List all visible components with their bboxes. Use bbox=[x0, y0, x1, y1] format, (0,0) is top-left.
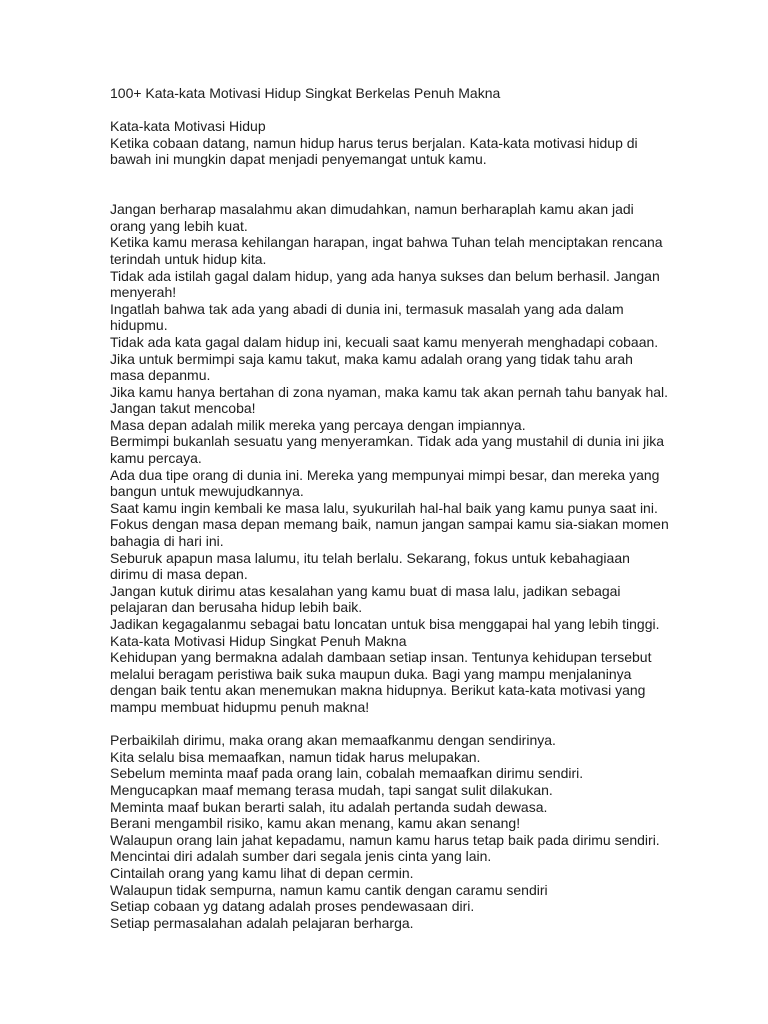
quote-item bbox=[110, 301, 730, 334]
quote-line: pelajaran dan berusaha hidup lebih baik. bbox=[110, 599, 363, 616]
document-title: 100+ Kata-kata Motivasi Hidup Singkat Berkelas Penuh Makna bbox=[110, 85, 501, 101]
quote-line: Setiap permasalahan adalah pelajaran berharga. bbox=[110, 914, 414, 931]
quote-line: Bermimpi bukanlah sesuatu yang menyeramkan. Tidak ada yang mustahil di dunia ini jika bbox=[110, 433, 665, 450]
quote-item bbox=[110, 832, 730, 849]
quote-item bbox=[110, 268, 730, 301]
quote-line: Tidak ada istilah gagal dalam hidup, yang ada hanya sukses dan belum berhasil. Jangan bbox=[110, 267, 660, 284]
quote-line: Berani mengambil risiko, kamu akan menang, kamu akan senang! bbox=[110, 815, 521, 832]
quote-item bbox=[110, 351, 730, 384]
quote-item bbox=[110, 500, 730, 517]
quote-line: Walaupun orang lain jahat kepadamu, namun kamu harus tetap baik pada dirimu sendiri. bbox=[110, 831, 660, 848]
quote-line: Walaupun tidak sempurna, namun kamu cantik dengan caramu sendiri bbox=[110, 881, 548, 898]
quote-item bbox=[110, 815, 730, 832]
intro-line: bawah ini mungkin dapat menjadi penyemangat untuk kamu. bbox=[110, 151, 487, 168]
document-page bbox=[110, 85, 730, 931]
quote-line: Jangan berharap masalahmu akan dimudahkan, namun berharaplah kamu akan jadi bbox=[110, 201, 634, 218]
quote-item bbox=[110, 765, 730, 782]
quote-line: Mengucapkan maaf memang terasa mudah, tapi sangat sulit dilakukan. bbox=[110, 781, 553, 798]
quote-line: Masa depan adalah milik mereka yang percaya dengan impiannya. bbox=[110, 416, 526, 433]
quote-line: Ingatlah bahwa tak ada yang abadi di dunia ini, termasuk masalah yang ada dalam bbox=[110, 300, 624, 317]
section-intro bbox=[110, 135, 730, 168]
quote-line: Fokus dengan masa depan memang baik, namun jangan sampai kamu sia-siakan momen bbox=[110, 516, 669, 533]
quote-item bbox=[110, 865, 730, 882]
quote-line: Ada dua tipe orang di dunia ini. Mereka yang mempunyai mimpi besar, dan mereka yang bbox=[110, 466, 660, 483]
quote-line: Jangan takut mencoba! bbox=[110, 400, 256, 417]
intro-line: dengan baik tentu akan menemukan makna hidupnya. Berikut kata-kata motivasi yang bbox=[110, 682, 646, 699]
quote-list bbox=[110, 201, 730, 632]
quote-item bbox=[110, 749, 730, 766]
section-heading: Kata-kata Motivasi Hidup Singkat Penuh Makna bbox=[110, 632, 407, 649]
quote-line: Sebelum meminta maaf pada orang lain, cobalah memaafkan dirimu sendiri. bbox=[110, 765, 584, 782]
quote-line: terindah untuk hidup kita. bbox=[110, 250, 267, 267]
quote-item bbox=[110, 799, 730, 816]
quote-line: Setiap cobaan yg datang adalah proses pendewasaan diri. bbox=[110, 898, 475, 915]
quote-item bbox=[110, 384, 730, 417]
quote-line: Cintailah orang yang kamu lihat di depan cermin. bbox=[110, 864, 414, 881]
quote-line: dirimu di masa depan. bbox=[110, 566, 248, 583]
quote-line: menyerah! bbox=[110, 284, 177, 301]
quote-line: kamu percaya. bbox=[110, 450, 202, 467]
quote-line: Jadikan kegagalanmu sebagai batu loncatan untuk bisa menggapai hal yang lebih tinggi. bbox=[110, 616, 660, 632]
quote-line: Perbaikilah dirimu, maka orang akan memaafkanmu dengan sendirinya. bbox=[110, 732, 556, 749]
intro-line: Ketika cobaan datang, namun hidup harus terus berjalan. Kata-kata motivasi hidup di bbox=[110, 134, 638, 151]
intro-line: mampu membuat hidupmu penuh makna! bbox=[110, 698, 370, 715]
section-heading: Kata-kata Motivasi Hidup bbox=[110, 118, 266, 135]
intro-line: melalui beragam peristiwa baik suka maupun duka. Bagi yang mampu menjalaninya bbox=[110, 665, 632, 682]
quote-line: Ketika kamu merasa kehilangan harapan, ingat bahwa Tuhan telah menciptakan rencana bbox=[110, 234, 663, 251]
quote-line: bangun untuk mewujudkannya. bbox=[110, 483, 304, 500]
section-motivasi-hidup bbox=[110, 118, 730, 632]
quote-item bbox=[110, 550, 730, 583]
quote-item bbox=[110, 334, 730, 351]
quote-line: Jika untuk bermimpi saja kamu takut, maka kamu adalah orang yang tidak tahu arah bbox=[110, 350, 633, 367]
quote-line: Kita selalu bisa memaafkan, namun tidak harus melupakan. bbox=[110, 748, 481, 765]
quote-line: hidupmu. bbox=[110, 317, 168, 334]
quote-line: Saat kamu ingin kembali ke masa lalu, syukurilah hal-hal baik yang kamu punya saat ini. bbox=[110, 499, 658, 516]
quote-item bbox=[110, 898, 730, 915]
quote-item bbox=[110, 915, 730, 932]
quote-item bbox=[110, 433, 730, 466]
section-motivasi-hidup-singkat-penuh-makna bbox=[110, 633, 730, 932]
quote-item bbox=[110, 201, 730, 234]
quote-item bbox=[110, 782, 730, 799]
quote-line: Tidak ada kata gagal dalam hidup ini, kecuali saat kamu menyerah menghadapi cobaan. bbox=[110, 333, 659, 350]
quote-line: Seburuk apapun masa lalumu, itu telah berlalu. Sekarang, fokus untuk kebahagiaan bbox=[110, 549, 630, 566]
intro-line: Kehidupan yang bermakna adalah dambaan setiap insan. Tentunya kehidupan tersebut bbox=[110, 649, 652, 666]
quote-line: masa depanmu. bbox=[110, 367, 211, 384]
quote-item bbox=[110, 583, 730, 616]
quote-item bbox=[110, 882, 730, 899]
quote-line: bahagia di hari ini. bbox=[110, 533, 224, 550]
quote-line: Meminta maaf bukan berarti salah, itu adalah pertanda sudah dewasa. bbox=[110, 798, 548, 815]
quote-line: Mencintai diri adalah sumber dari segala jenis cinta yang lain. bbox=[110, 848, 492, 865]
quote-line: orang yang lebih kuat. bbox=[110, 217, 248, 234]
quote-item bbox=[110, 516, 730, 549]
quote-item bbox=[110, 417, 730, 434]
quote-item bbox=[110, 732, 730, 749]
quote-item bbox=[110, 848, 730, 865]
quote-line: Jangan kutuk dirimu atas kesalahan yang kamu buat di masa lalu, jadikan sebagai bbox=[110, 582, 621, 599]
quote-item bbox=[110, 234, 730, 267]
quote-list bbox=[110, 732, 730, 931]
quote-item bbox=[110, 616, 730, 633]
quote-item bbox=[110, 467, 730, 500]
quote-line: Jika kamu hanya bertahan di zona nyaman, maka kamu tak akan pernah tahu banyak hal. bbox=[110, 383, 669, 400]
section-intro bbox=[110, 649, 730, 715]
